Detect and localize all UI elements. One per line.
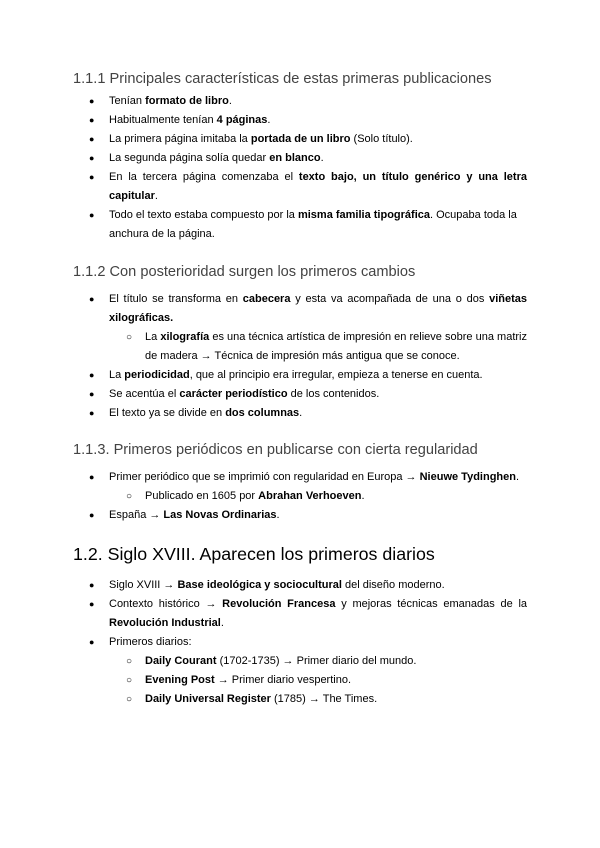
- list-item: ○ Daily Courant (1702-1735) → Primer diario del mundo.: [145, 652, 527, 671]
- sublist: [109, 328, 527, 366]
- sublist: [109, 652, 527, 709]
- section-heading-1-1-3: 1.1.3. Primeros periódicos en publicarse con cierta regularidad: [73, 442, 478, 458]
- sublist: [109, 487, 527, 506]
- list-item: ● Habitualmente tenían 4 páginas.: [0, 111, 600, 130]
- bullet-icon: ●: [89, 580, 95, 590]
- list-item: ● Se acentúa el carácter periodístico de los contenidos.: [0, 385, 600, 404]
- bullet-icon: ●: [89, 370, 95, 380]
- bullet-icon: ●: [89, 153, 95, 163]
- bullet-icon: ●: [89, 389, 95, 399]
- list-item: ● Tenían formato de libro.: [0, 92, 600, 111]
- list-1-2: [0, 576, 600, 709]
- bullet-icon: ●: [89, 115, 95, 125]
- list-item: ○ Daily Universal Register (1785) → The Times.: [145, 690, 527, 709]
- list-item: ● Siglo XVIII → Base ideológica y sociocultural del diseño moderno.: [0, 576, 600, 595]
- section-heading-1-2: 1.2. Siglo XVIII. Aparecen los primeros diarios: [73, 544, 435, 564]
- list-1-1-3: [0, 468, 600, 525]
- list-item: ● La segunda página solía quedar en blanco.: [0, 149, 600, 168]
- list-item: ○ Evening Post → Primer diario vespertino.: [145, 671, 527, 690]
- list-item: ● España → Las Novas Ordinarias.: [0, 506, 600, 525]
- list-item: ● Contexto histórico → Revolución Francesa y mejoras técnicas emanadas de la Revolución Industrial.: [0, 595, 600, 633]
- hollow-bullet-icon: ○: [126, 694, 133, 705]
- list-item: ● Todo el texto estaba compuesto por la misma familia tipográfica. Ocupaba toda la anchura de la página.: [0, 206, 600, 244]
- bullet-icon: ●: [89, 210, 95, 220]
- bullet-icon: ●: [89, 510, 95, 520]
- list-1-1-2: [0, 290, 600, 423]
- hollow-bullet-icon: ○: [126, 656, 133, 667]
- section-heading-1-1-1: 1.1.1 Principales características de estas primeras publicaciones: [73, 71, 492, 87]
- hollow-bullet-icon: ○: [126, 491, 133, 502]
- bullet-icon: ●: [89, 637, 95, 647]
- bullet-icon: ●: [89, 96, 95, 106]
- list-item: ○ La xilografía es una técnica artística de impresión en relieve sobre una matriz de madera → Técnica de impresión más antigua que se conoce.: [145, 328, 527, 366]
- bullet-icon: ●: [89, 294, 95, 304]
- list-item: ● La periodicidad, que al principio era irregular, empieza a tenerse en cuenta.: [0, 366, 600, 385]
- list-item: ● Primeros diarios: ○ Daily Courant (1702-1735) → Primer diario del mundo. ○ Evening Post → Primer diario vespertino. ○ Daily Universal Register (1785) → The Times.: [0, 633, 600, 709]
- list-item: ○ Publicado en 1605 por Abrahan Verhoeven.: [145, 487, 527, 506]
- bullet-icon: ●: [89, 134, 95, 144]
- list-item: ● Primer periódico que se imprimió con regularidad en Europa → Nieuwe Tydinghen. ○ Publicado en 1605 por Abrahan Verhoeven.: [0, 468, 600, 506]
- list-item: ● El título se transforma en cabecera y esta va acompañada de una o dos viñetas xilográficas. ○ La xilografía es una técnica artística de impresión en relieve sobre una matriz de madera → Técnica de impresión más antigua que se conoce.: [0, 290, 600, 366]
- list-item: ● La primera página imitaba la portada de un libro (Solo título).: [0, 130, 600, 149]
- hollow-bullet-icon: ○: [126, 675, 133, 686]
- bullet-icon: ●: [89, 408, 95, 418]
- bullet-icon: ●: [89, 472, 95, 482]
- hollow-bullet-icon: ○: [126, 332, 133, 343]
- bullet-icon: ●: [89, 599, 95, 609]
- bullet-icon: ●: [89, 172, 95, 182]
- list-item: ● En la tercera página comenzaba el texto bajo, un título genérico y una letra capitular.: [0, 168, 600, 206]
- list-item: ● El texto ya se divide en dos columnas.: [0, 404, 600, 423]
- section-heading-1-1-2: 1.1.2 Con posterioridad surgen los primeros cambios: [73, 264, 416, 280]
- list-1-1-1: [0, 92, 600, 244]
